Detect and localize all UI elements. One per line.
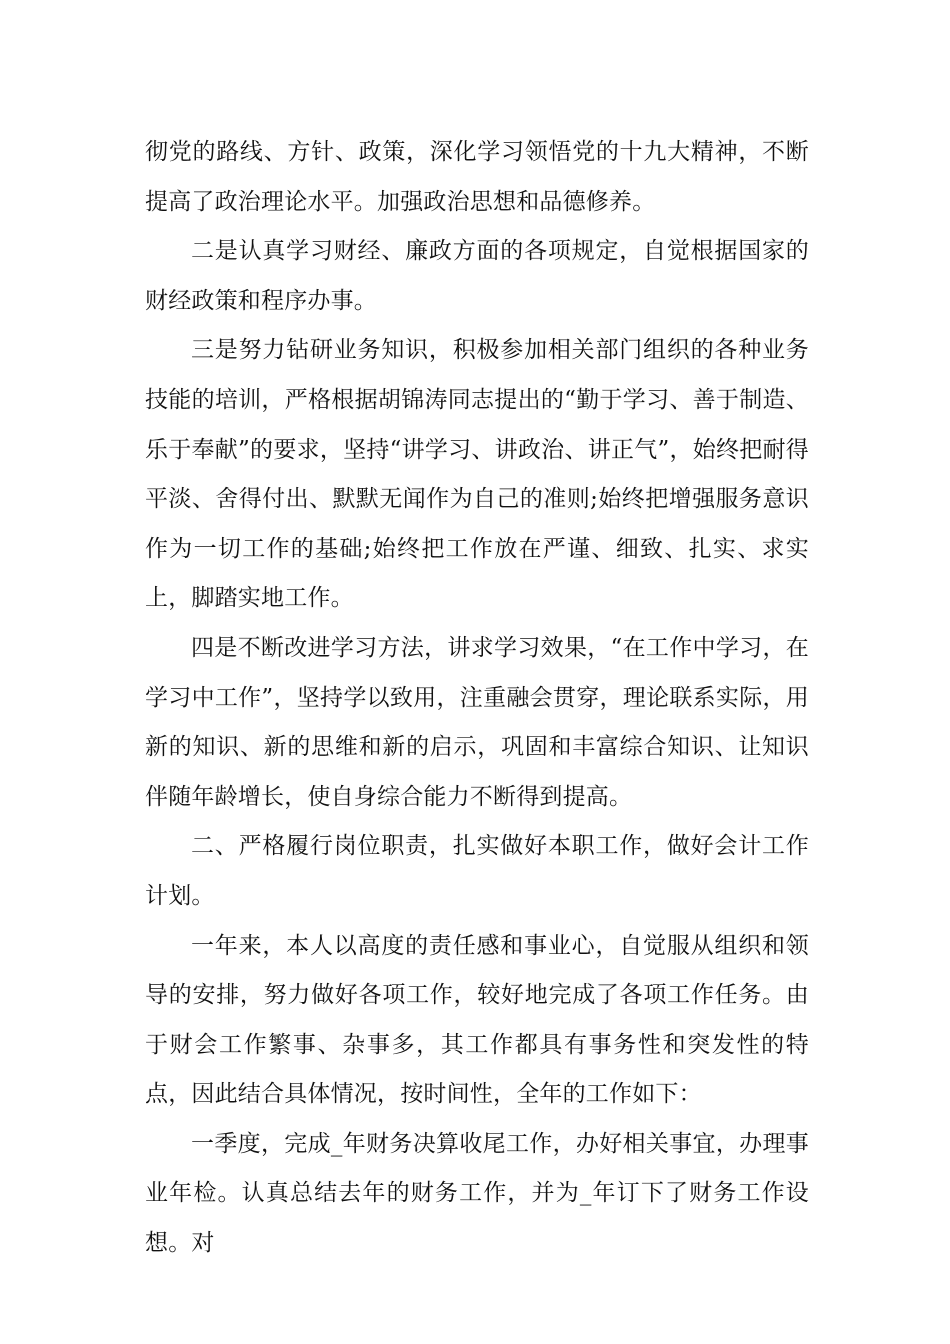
paragraph-item-four: 四是不断改进学习方法，讲求学习效果，“在工作中学习，在学习中工作”，坚持学以致用，注重融会贯穿，理论联系实际，用新的知识、新的思维和新的启示，巩固和丰富综合知识、让知识伴随年龄增长，使自身综合能力不断得到提高。	[145, 634, 809, 810]
paragraph-year-summary: 一年来，本人以高度的责任感和事业心，自觉服从组织和领导的安排，努力做好各项工作，较好地完成了各项工作任务。由于财会工作繁事、杂事多，其工作都具有事务性和突发性的特点，因此结合具体情况，按时间性，全年的工作如下：	[145, 932, 809, 1108]
paragraph-first-quarter: 一季度，完成_年财务决算收尾工作，办好相关事宜，办理事业年检。认真总结去年的财务工作，并为_年订下了财务工作设想。对	[145, 1130, 809, 1257]
paragraph-item-two: 二是认真学习财经、廉政方面的各项规定，自觉根据国家的财经政策和程序办事。	[145, 238, 809, 314]
document-body	[145, 128, 809, 1269]
paragraph-continuation: 彻党的路线、方针、政策，深化学习领悟党的十九大精神，不断提高了政治理论水平。加强政治思想和品德修养。	[145, 139, 809, 215]
paragraph-item-three: 三是努力钻研业务知识，积极参加相关部门组织的各种业务技能的培训，严格根据胡锦涛同志提出的“勤于学习、善于制造、乐于奉献”的要求，坚持“讲学习、讲政治、讲正气”，始终把耐得平淡、舍得付出、默默无闻作为自己的准则;始终把增强服务意识作为一切工作的基础;始终把工作放在严谨、细致、扎实、求实上，脚踏实地工作。	[145, 337, 809, 612]
section-heading-two: 二、严格履行岗位职责，扎实做好本职工作，做好会计工作计划。	[145, 833, 809, 909]
